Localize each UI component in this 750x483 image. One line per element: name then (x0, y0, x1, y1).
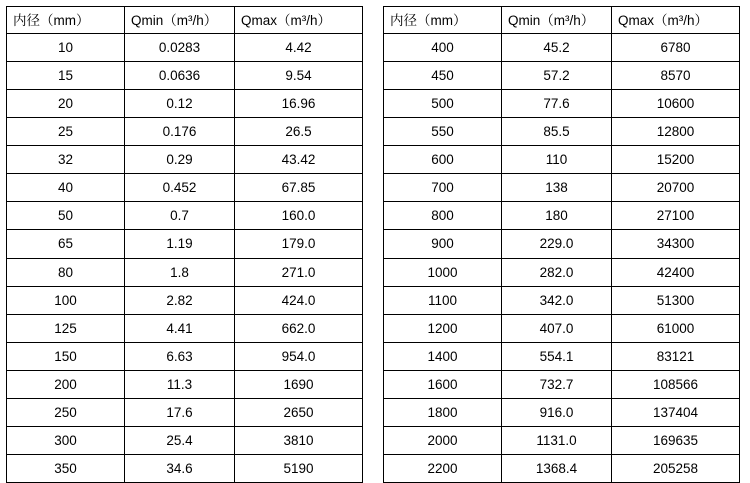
cell-qmax: 2650 (235, 398, 363, 426)
cell-inner-diameter: 32 (7, 146, 125, 174)
table-row (384, 34, 740, 62)
cell-inner-diameter: 200 (7, 370, 125, 398)
cell-inner-diameter: 1000 (384, 258, 502, 286)
table-row (384, 370, 740, 398)
cell-qmax: 16.96 (235, 90, 363, 118)
table-row (7, 398, 363, 426)
column-header-qmin (125, 7, 235, 34)
column-header-qmax-label: Qmax（m³/h） (618, 12, 709, 28)
cell-qmin: 85.5 (502, 118, 612, 146)
cell-qmin: 0.12 (125, 90, 235, 118)
table-row (384, 202, 740, 230)
cell-qmin: 0.7 (125, 202, 235, 230)
cell-qmin: 0.0283 (125, 34, 235, 62)
table-row (7, 342, 363, 370)
table-row (384, 230, 740, 258)
table-row (384, 258, 740, 286)
diameter-flow-table-left (6, 6, 363, 483)
cell-qmin: 6.63 (125, 342, 235, 370)
cell-inner-diameter: 65 (7, 230, 125, 258)
table-row (384, 426, 740, 454)
table-row (7, 62, 363, 90)
table-row (7, 34, 363, 62)
table-header-row (384, 7, 740, 34)
cell-qmax: 160.0 (235, 202, 363, 230)
cell-inner-diameter: 700 (384, 174, 502, 202)
cell-inner-diameter: 2000 (384, 426, 502, 454)
table-row (7, 454, 363, 482)
cell-qmax: 179.0 (235, 230, 363, 258)
cell-inner-diameter: 1200 (384, 314, 502, 342)
cell-qmax: 108566 (612, 370, 740, 398)
cell-qmin: 25.4 (125, 426, 235, 454)
cell-inner-diameter: 250 (7, 398, 125, 426)
table-row (7, 370, 363, 398)
cell-qmax: 3810 (235, 426, 363, 454)
cell-inner-diameter: 500 (384, 90, 502, 118)
cell-qmin: 0.0636 (125, 62, 235, 90)
table-row (7, 286, 363, 314)
column-header-qmax-label: Qmax（m³/h） (241, 12, 332, 28)
cell-qmax: 43.42 (235, 146, 363, 174)
column-header-inner-diameter-label: 内径（mm） (390, 12, 467, 28)
cell-inner-diameter: 1400 (384, 342, 502, 370)
cell-qmax: 42400 (612, 258, 740, 286)
cell-qmax: 20700 (612, 174, 740, 202)
table-row (7, 426, 363, 454)
cell-qmin: 1368.4 (502, 454, 612, 482)
cell-qmax: 10600 (612, 90, 740, 118)
cell-inner-diameter: 1800 (384, 398, 502, 426)
column-header-qmax (235, 7, 363, 34)
table-row (384, 454, 740, 482)
cell-qmax: 12800 (612, 118, 740, 146)
cell-inner-diameter: 100 (7, 286, 125, 314)
table-row (7, 230, 363, 258)
cell-qmax: 8570 (612, 62, 740, 90)
cell-inner-diameter: 80 (7, 258, 125, 286)
column-header-qmin-label: Qmin（m³/h） (508, 12, 595, 28)
cell-qmax: 6780 (612, 34, 740, 62)
column-header-qmax (612, 7, 740, 34)
cell-inner-diameter: 25 (7, 118, 125, 146)
cell-inner-diameter: 300 (7, 426, 125, 454)
column-header-inner-diameter (7, 7, 125, 34)
cell-qmin: 4.41 (125, 314, 235, 342)
diameter-flow-table-right (383, 6, 740, 483)
cell-inner-diameter: 450 (384, 62, 502, 90)
cell-inner-diameter: 10 (7, 34, 125, 62)
cell-qmax: 4.42 (235, 34, 363, 62)
cell-inner-diameter: 550 (384, 118, 502, 146)
cell-qmax: 5190 (235, 454, 363, 482)
column-header-qmin (502, 7, 612, 34)
cell-qmin: 77.6 (502, 90, 612, 118)
cell-inner-diameter: 50 (7, 202, 125, 230)
cell-inner-diameter: 350 (7, 454, 125, 482)
cell-qmin: 57.2 (502, 62, 612, 90)
cell-inner-diameter: 900 (384, 230, 502, 258)
table-row (384, 62, 740, 90)
cell-qmax: 169635 (612, 426, 740, 454)
cell-qmin: 342.0 (502, 286, 612, 314)
cell-qmin: 17.6 (125, 398, 235, 426)
cell-inner-diameter: 400 (384, 34, 502, 62)
table-row (7, 118, 363, 146)
cell-qmax: 27100 (612, 202, 740, 230)
cell-qmin: 0.29 (125, 146, 235, 174)
cell-qmin: 45.2 (502, 34, 612, 62)
table-row (384, 174, 740, 202)
cell-qmin: 1.19 (125, 230, 235, 258)
table-header-row (7, 7, 363, 34)
cell-inner-diameter: 2200 (384, 454, 502, 482)
cell-qmin: 282.0 (502, 258, 612, 286)
cell-inner-diameter: 40 (7, 174, 125, 202)
cell-qmin: 34.6 (125, 454, 235, 482)
cell-qmin: 110 (502, 146, 612, 174)
table-row (7, 314, 363, 342)
table-row (384, 314, 740, 342)
cell-qmin: 554.1 (502, 342, 612, 370)
table-body (7, 34, 363, 483)
column-header-inner-diameter-label: 内径（mm） (13, 12, 90, 28)
table-row (7, 174, 363, 202)
table-row (7, 90, 363, 118)
table-row (384, 398, 740, 426)
cell-inner-diameter: 125 (7, 314, 125, 342)
cell-qmax: 61000 (612, 314, 740, 342)
cell-qmax: 424.0 (235, 286, 363, 314)
cell-qmin: 138 (502, 174, 612, 202)
cell-qmax: 9.54 (235, 62, 363, 90)
cell-qmin: 916.0 (502, 398, 612, 426)
cell-qmin: 1131.0 (502, 426, 612, 454)
cell-inner-diameter: 1600 (384, 370, 502, 398)
table-row (384, 286, 740, 314)
cell-qmax: 15200 (612, 146, 740, 174)
cell-qmax: 137404 (612, 398, 740, 426)
table-row (7, 146, 363, 174)
cell-qmin: 1.8 (125, 258, 235, 286)
cell-qmax: 26.5 (235, 118, 363, 146)
cell-qmin: 2.82 (125, 286, 235, 314)
table-row (7, 202, 363, 230)
cell-inner-diameter: 600 (384, 146, 502, 174)
cell-qmax: 34300 (612, 230, 740, 258)
cell-qmin: 732.7 (502, 370, 612, 398)
cell-qmax: 1690 (235, 370, 363, 398)
cell-inner-diameter: 1100 (384, 286, 502, 314)
cell-inner-diameter: 150 (7, 342, 125, 370)
table-body (384, 34, 740, 483)
cell-qmax: 67.85 (235, 174, 363, 202)
table-row (384, 90, 740, 118)
cell-inner-diameter: 20 (7, 90, 125, 118)
cell-qmin: 11.3 (125, 370, 235, 398)
cell-qmax: 83121 (612, 342, 740, 370)
column-header-qmin-label: Qmin（m³/h） (131, 12, 218, 28)
cell-qmin: 0.452 (125, 174, 235, 202)
column-header-inner-diameter (384, 7, 502, 34)
cell-qmax: 51300 (612, 286, 740, 314)
cell-qmin: 407.0 (502, 314, 612, 342)
cell-qmax: 271.0 (235, 258, 363, 286)
table-row (384, 118, 740, 146)
table-row (7, 258, 363, 286)
cell-qmax: 205258 (612, 454, 740, 482)
table-row (384, 342, 740, 370)
table-row (384, 146, 740, 174)
cell-qmax: 662.0 (235, 314, 363, 342)
cell-qmin: 229.0 (502, 230, 612, 258)
cell-qmin: 0.176 (125, 118, 235, 146)
cell-qmin: 180 (502, 202, 612, 230)
cell-inner-diameter: 15 (7, 62, 125, 90)
cell-inner-diameter: 800 (384, 202, 502, 230)
cell-qmax: 954.0 (235, 342, 363, 370)
